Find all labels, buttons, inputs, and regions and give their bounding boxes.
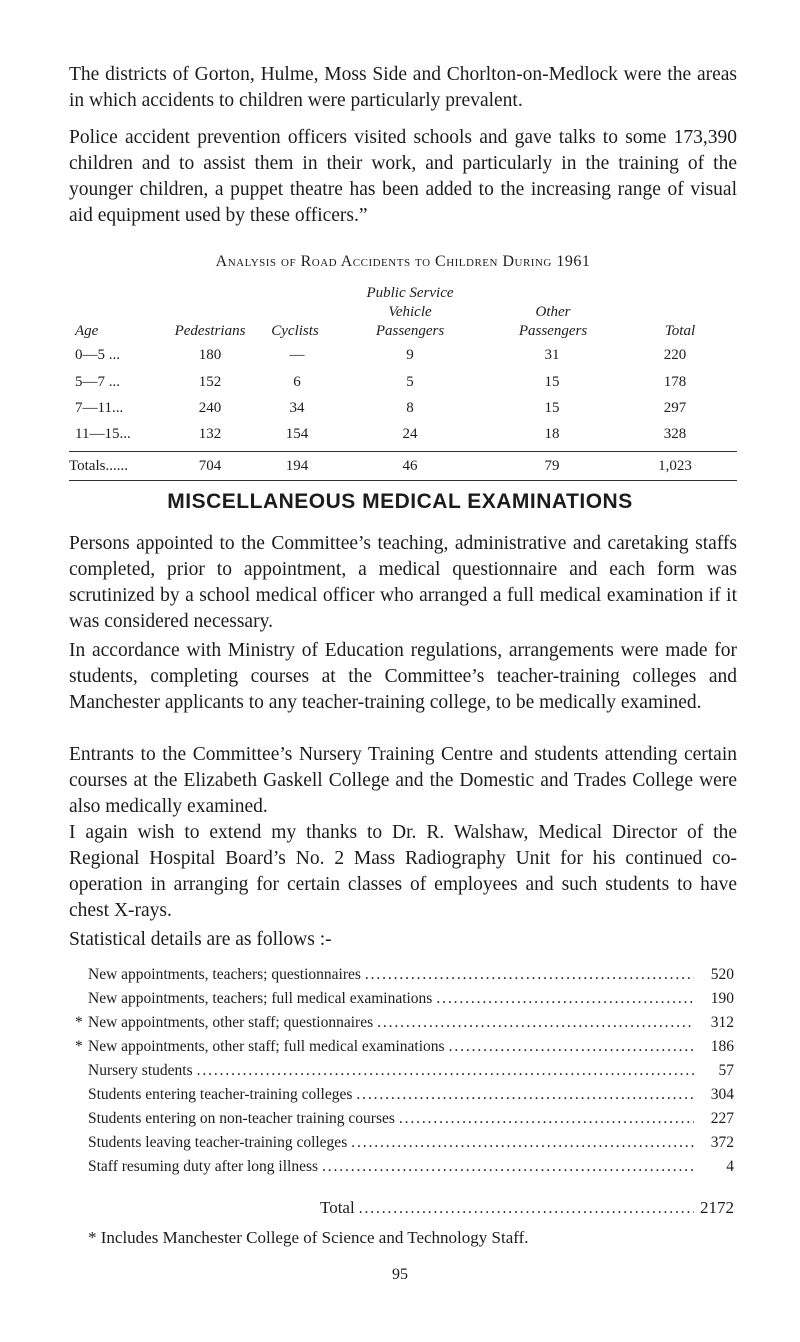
stat-value: 520 [710, 966, 734, 983]
cell-psv: 8 [406, 400, 414, 416]
section-paragraph-2: In accordance with Ministry of Education regulations, arrangements were made for students, completing courses at the Committee’s teacher-training colleges and Manchester applicants to any teacher-training college, to be medically examined. [69, 640, 737, 713]
table-title: Analysis of Road Accidents to Children During 1961 [215, 253, 591, 270]
footnote: * Includes Manchester College of Science and Technology Staff. [88, 1228, 529, 1247]
header-other [488, 303, 618, 341]
cell-other: 15 [544, 400, 560, 416]
header-psv-line2: Vehicle [388, 304, 432, 320]
stat-label: New appointments, other staff; questionnaires [88, 1014, 374, 1031]
leader-dots [399, 1110, 694, 1128]
total-psv: 46 [402, 458, 418, 474]
cell-age: 0—5 ... [75, 347, 120, 363]
stat-row [88, 990, 734, 1008]
stat-label: New appointments, teachers; full medical examinations [88, 990, 433, 1007]
cell-other: 18 [544, 426, 560, 442]
stat-value: 57 [718, 1062, 734, 1079]
stat-label: New appointments, other staff; full medical examinations [88, 1038, 445, 1055]
cell-psv: 5 [406, 374, 414, 390]
stat-row [88, 1062, 734, 1080]
stat-row [88, 1110, 734, 1128]
stat-value: 190 [710, 990, 734, 1007]
stat-value: 186 [710, 1038, 734, 1055]
stat-row [88, 966, 734, 984]
stat-row [75, 1014, 734, 1032]
stat-label: Students entering on non-teacher training courses [88, 1110, 395, 1127]
cell-psv: 9 [406, 347, 414, 363]
header-cyclists: Cyclists [271, 323, 319, 339]
leader-dots [351, 1134, 694, 1152]
total-cyclists: 194 [285, 458, 309, 474]
stat-value: 227 [710, 1110, 734, 1127]
cell-pedestrians: 152 [198, 374, 222, 390]
leader-dots [322, 1158, 694, 1176]
cell-age: 7—11... [75, 400, 124, 416]
header-psv [330, 284, 490, 341]
stat-label: Students entering teacher-training colleges [88, 1086, 353, 1103]
leader-dots [449, 1038, 694, 1056]
header-pedestrians: Pedestrians [174, 323, 246, 339]
stat-star: * [75, 1014, 83, 1031]
total-pedestrians: 704 [198, 458, 222, 474]
header-other-line2: Passengers [518, 323, 588, 339]
stat-value: 372 [710, 1134, 734, 1151]
cell-pedestrians: 132 [198, 426, 222, 442]
stat-star: * [75, 1038, 83, 1055]
stat-label: Students leaving teacher-training colleges [88, 1134, 348, 1151]
cell-other: 15 [544, 374, 560, 390]
total-other: 79 [544, 458, 560, 474]
section-heading: MISCELLANEOUS MEDICAL EXAMINATIONS [167, 490, 633, 513]
stat-label: New appointments, teachers; questionnaires [88, 966, 361, 983]
cell-other: 31 [544, 347, 560, 363]
total-total: 1,023 [658, 458, 692, 474]
page-number: 95 [392, 1266, 408, 1283]
stat-label: Staff resuming duty after long illness [88, 1158, 319, 1175]
intro-paragraph-2: Police accident prevention officers visited schools and gave talks to some 173,390 children and to assist them in their work, and particularly in the training of the younger children, a puppet theatre has been added to the increasing range of visual aid equipment used by these officers.” [69, 127, 737, 226]
cell-psv: 24 [402, 426, 418, 442]
leader-dots [356, 1086, 694, 1104]
stats-intro: Statistical details are as follows :- [69, 929, 332, 950]
leader-dots [359, 1200, 694, 1218]
section-paragraph-3: Entrants to the Committee’s Nursery Training Centre and students attending certain courses at the Elizabeth Gaskell College and the Domestic and Trades College were also medically examined. [69, 744, 737, 817]
header-psv-line1: Public Service [366, 285, 454, 301]
table-rule-bottom [69, 480, 737, 481]
header-psv-line3: Passengers [375, 323, 445, 339]
stat-value: 304 [710, 1086, 734, 1103]
stat-row [88, 1158, 734, 1176]
cell-total: 297 [663, 400, 687, 416]
cell-total: 328 [663, 426, 687, 442]
leader-dots [436, 990, 694, 1008]
section-paragraph-4: I again wish to extend my thanks to Dr. R. Walshaw, Medical Director of the Regional Hospital Board’s No. 2 Mass Radiography Unit for his continued co-operation in arranging for certain classes of employees and such students to have chest X-rays. [69, 822, 737, 921]
cell-cyclists: — [289, 347, 305, 363]
cell-cyclists: 6 [293, 374, 301, 390]
cell-total: 178 [663, 374, 687, 390]
header-other-line1: Other [535, 304, 571, 320]
header-total: Total [664, 323, 696, 339]
cell-cyclists: 34 [289, 400, 305, 416]
stats-total-value: 2172 [700, 1198, 734, 1217]
header-age: Age [75, 323, 99, 339]
stat-row [75, 1038, 734, 1056]
leader-dots [197, 1062, 694, 1080]
leader-dots [377, 1014, 694, 1032]
section-paragraph-1: Persons appointed to the Committee’s teaching, administrative and caretaking staffs completed, prior to appointment, a medical questionnaire and each form was scrutinized by a school medical officer who arranged a full medical examination if it was considered necessary. [69, 533, 737, 632]
cell-cyclists: 154 [285, 426, 309, 442]
table-rule-top [69, 451, 737, 452]
stat-row [88, 1134, 734, 1152]
cell-age: 11—15... [75, 426, 131, 442]
cell-pedestrians: 240 [198, 400, 222, 416]
stat-row [88, 1086, 734, 1104]
stat-label: Nursery students [88, 1062, 193, 1079]
totals-label: Totals...... [69, 458, 128, 474]
stats-total-label: Total [320, 1198, 355, 1217]
cell-pedestrians: 180 [198, 347, 222, 363]
leader-dots [365, 966, 694, 984]
cell-age: 5—7 ... [75, 374, 120, 390]
intro-paragraph-1: The districts of Gorton, Hulme, Moss Side and Chorlton-on-Medlock were the areas in which accidents to children were particularly prevalent. [69, 64, 737, 111]
stats-total-row [320, 1198, 734, 1218]
cell-total: 220 [663, 347, 687, 363]
stat-value: 4 [726, 1158, 734, 1175]
stat-value: 312 [710, 1014, 734, 1031]
